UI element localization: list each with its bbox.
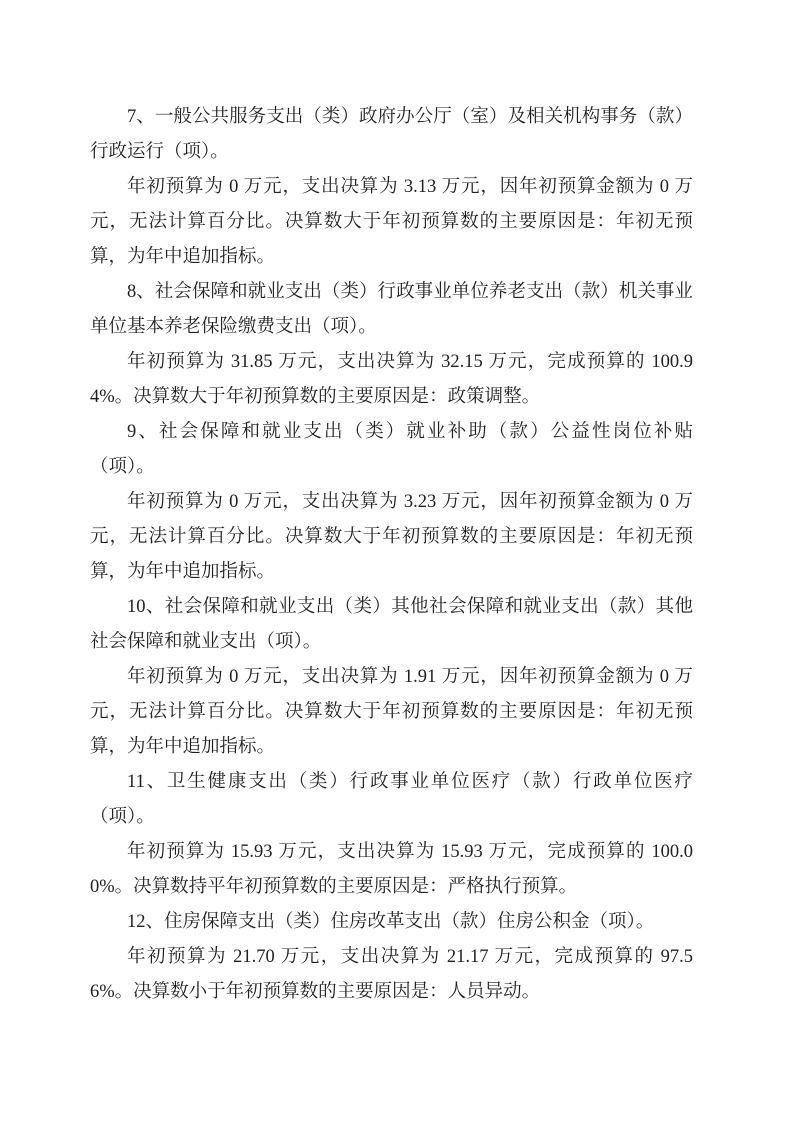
- section-9-body: 年初预算为 0 万元，支出决算为 3.23 万元，因年初预算金额为 0 万元，无法计算百分比。决算数大于年初预算数的主要原因是：年初无预算，为年中追加指标。: [90, 492, 693, 582]
- section-12-body: 年初预算为 21.70 万元，支出决算为 21.17 万元，完成预算的 97.56%。决算数小于年初预算数的主要原因是：人员异动。: [90, 947, 693, 1002]
- section-11-title: 11、卫生健康支出（类）行政事业单位医疗（款）行政单位医疗（项）。: [90, 772, 693, 827]
- section-8-body: 年初预算为 31.85 万元，支出决算为 32.15 万元，完成预算的 100.94%。决算数大于年初预算数的主要原因是：政策调整。: [90, 352, 693, 407]
- section-11-body: 年初预算为 15.93 万元，支出决算为 15.93 万元，完成预算的 100.00%。决算数持平年初预算数的主要原因是：严格执行预算。: [90, 842, 693, 897]
- section-8-title: 8、社会保障和就业支出（类）行政事业单位养老支出（款）机关事业单位基本养老保险缴费支出（项）。: [90, 282, 693, 337]
- section-10-body: 年初预算为 0 万元，支出决算为 1.91 万元，因年初预算金额为 0 万元，无法计算百分比。决算数大于年初预算数的主要原因是：年初无预算，为年中追加指标。: [90, 667, 693, 757]
- section-7-body: 年初预算为 0 万元，支出决算为 3.13 万元，因年初预算金额为 0 万元，无法计算百分比。决算数大于年初预算数的主要原因是：年初无预算，为年中追加指标。: [90, 177, 693, 267]
- section-10-title: 10、社会保障和就业支出（类）其他社会保障和就业支出（款）其他社会保障和就业支出（项）。: [90, 597, 693, 652]
- section-9-title: 9、社会保障和就业支出（类）就业补助（款）公益性岗位补贴（项）。: [90, 422, 693, 477]
- section-12-title: 12、住房保障支出（类）住房改革支出（款）住房公积金（项）。: [127, 912, 655, 932]
- section-7-title: 7、一般公共服务支出（类）政府办公厅（室）及相关机构事务（款）行政运行（项）。: [90, 107, 693, 162]
